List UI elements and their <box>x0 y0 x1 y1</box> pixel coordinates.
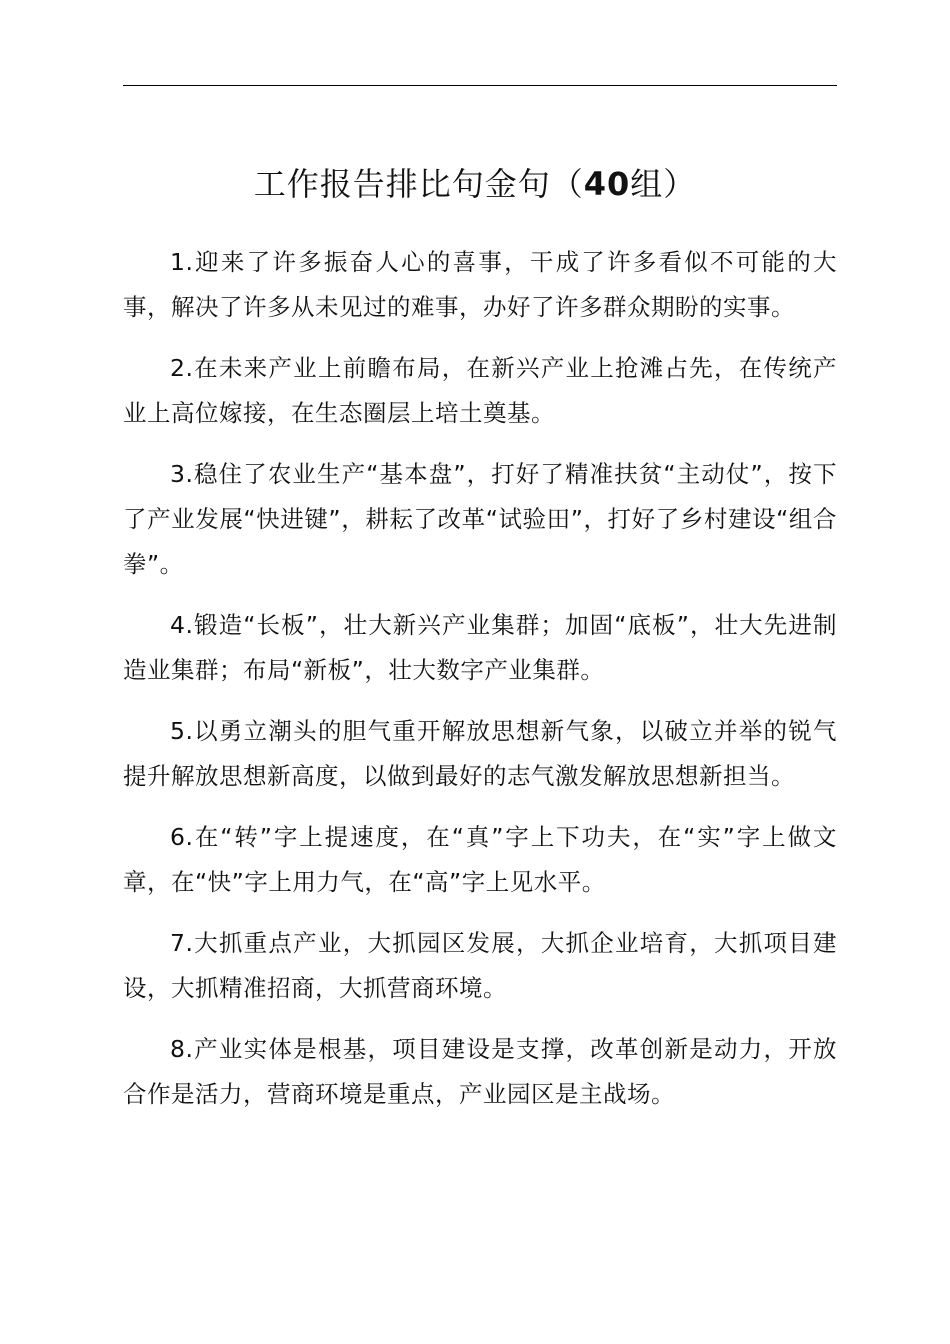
document-title <box>0 160 950 208</box>
title-prefix: 工作报告排比句金句（ <box>253 165 584 203</box>
paragraph-7: 7.大抓重点产业，大抓园区发展，大抓企业培育，大抓项目建设，大抓精准招商，大抓营商环境。 <box>123 929 837 1002</box>
paragraph-6: 6.在“转”字上提速度，在“真”字上下功夫，在“实”字上做文章，在“快”字上用力气，在“高”字上见水平。 <box>123 823 837 896</box>
paragraph-2: 2.在未来产业上前瞻布局，在新兴产业上抢滩占先，在传统产业上高位嫁接，在生态圈层上培土奠基。 <box>123 354 837 427</box>
document-body <box>123 240 837 1133</box>
paragraph-1: 1.迎来了许多振奋人心的喜事，干成了许多看似不可能的大事，解决了许多从未见过的难事，办好了许多群众期盼的实事。 <box>123 248 837 321</box>
paragraph-8: 8.产业实体是根基，项目建设是支撑，改革创新是动力，开放合作是活力，营商环境是重点，产业园区是主战场。 <box>123 1035 837 1108</box>
header-rule <box>123 85 837 86</box>
title-number: 40 <box>583 165 631 203</box>
paragraph-4: 4.锻造“长板”，壮大新兴产业集群；加固“底板”，壮大先进制造业集群；布局“新板”，壮大数字产业集群。 <box>123 611 837 684</box>
paragraph-5: 5.以勇立潮头的胆气重开解放思想新气象，以破立并举的锐气提升解放思想新高度，以做到最好的志气激发解放思想新担当。 <box>123 717 837 790</box>
title-suffix: 组） <box>630 165 697 203</box>
paragraph-3: 3.稳住了农业生产“基本盘”，打好了精准扶贫“主动仗”，按下了产业发展“快进键”，耕耘了改革“试验田”，打好了乡村建设“组合拳”。 <box>123 460 837 578</box>
